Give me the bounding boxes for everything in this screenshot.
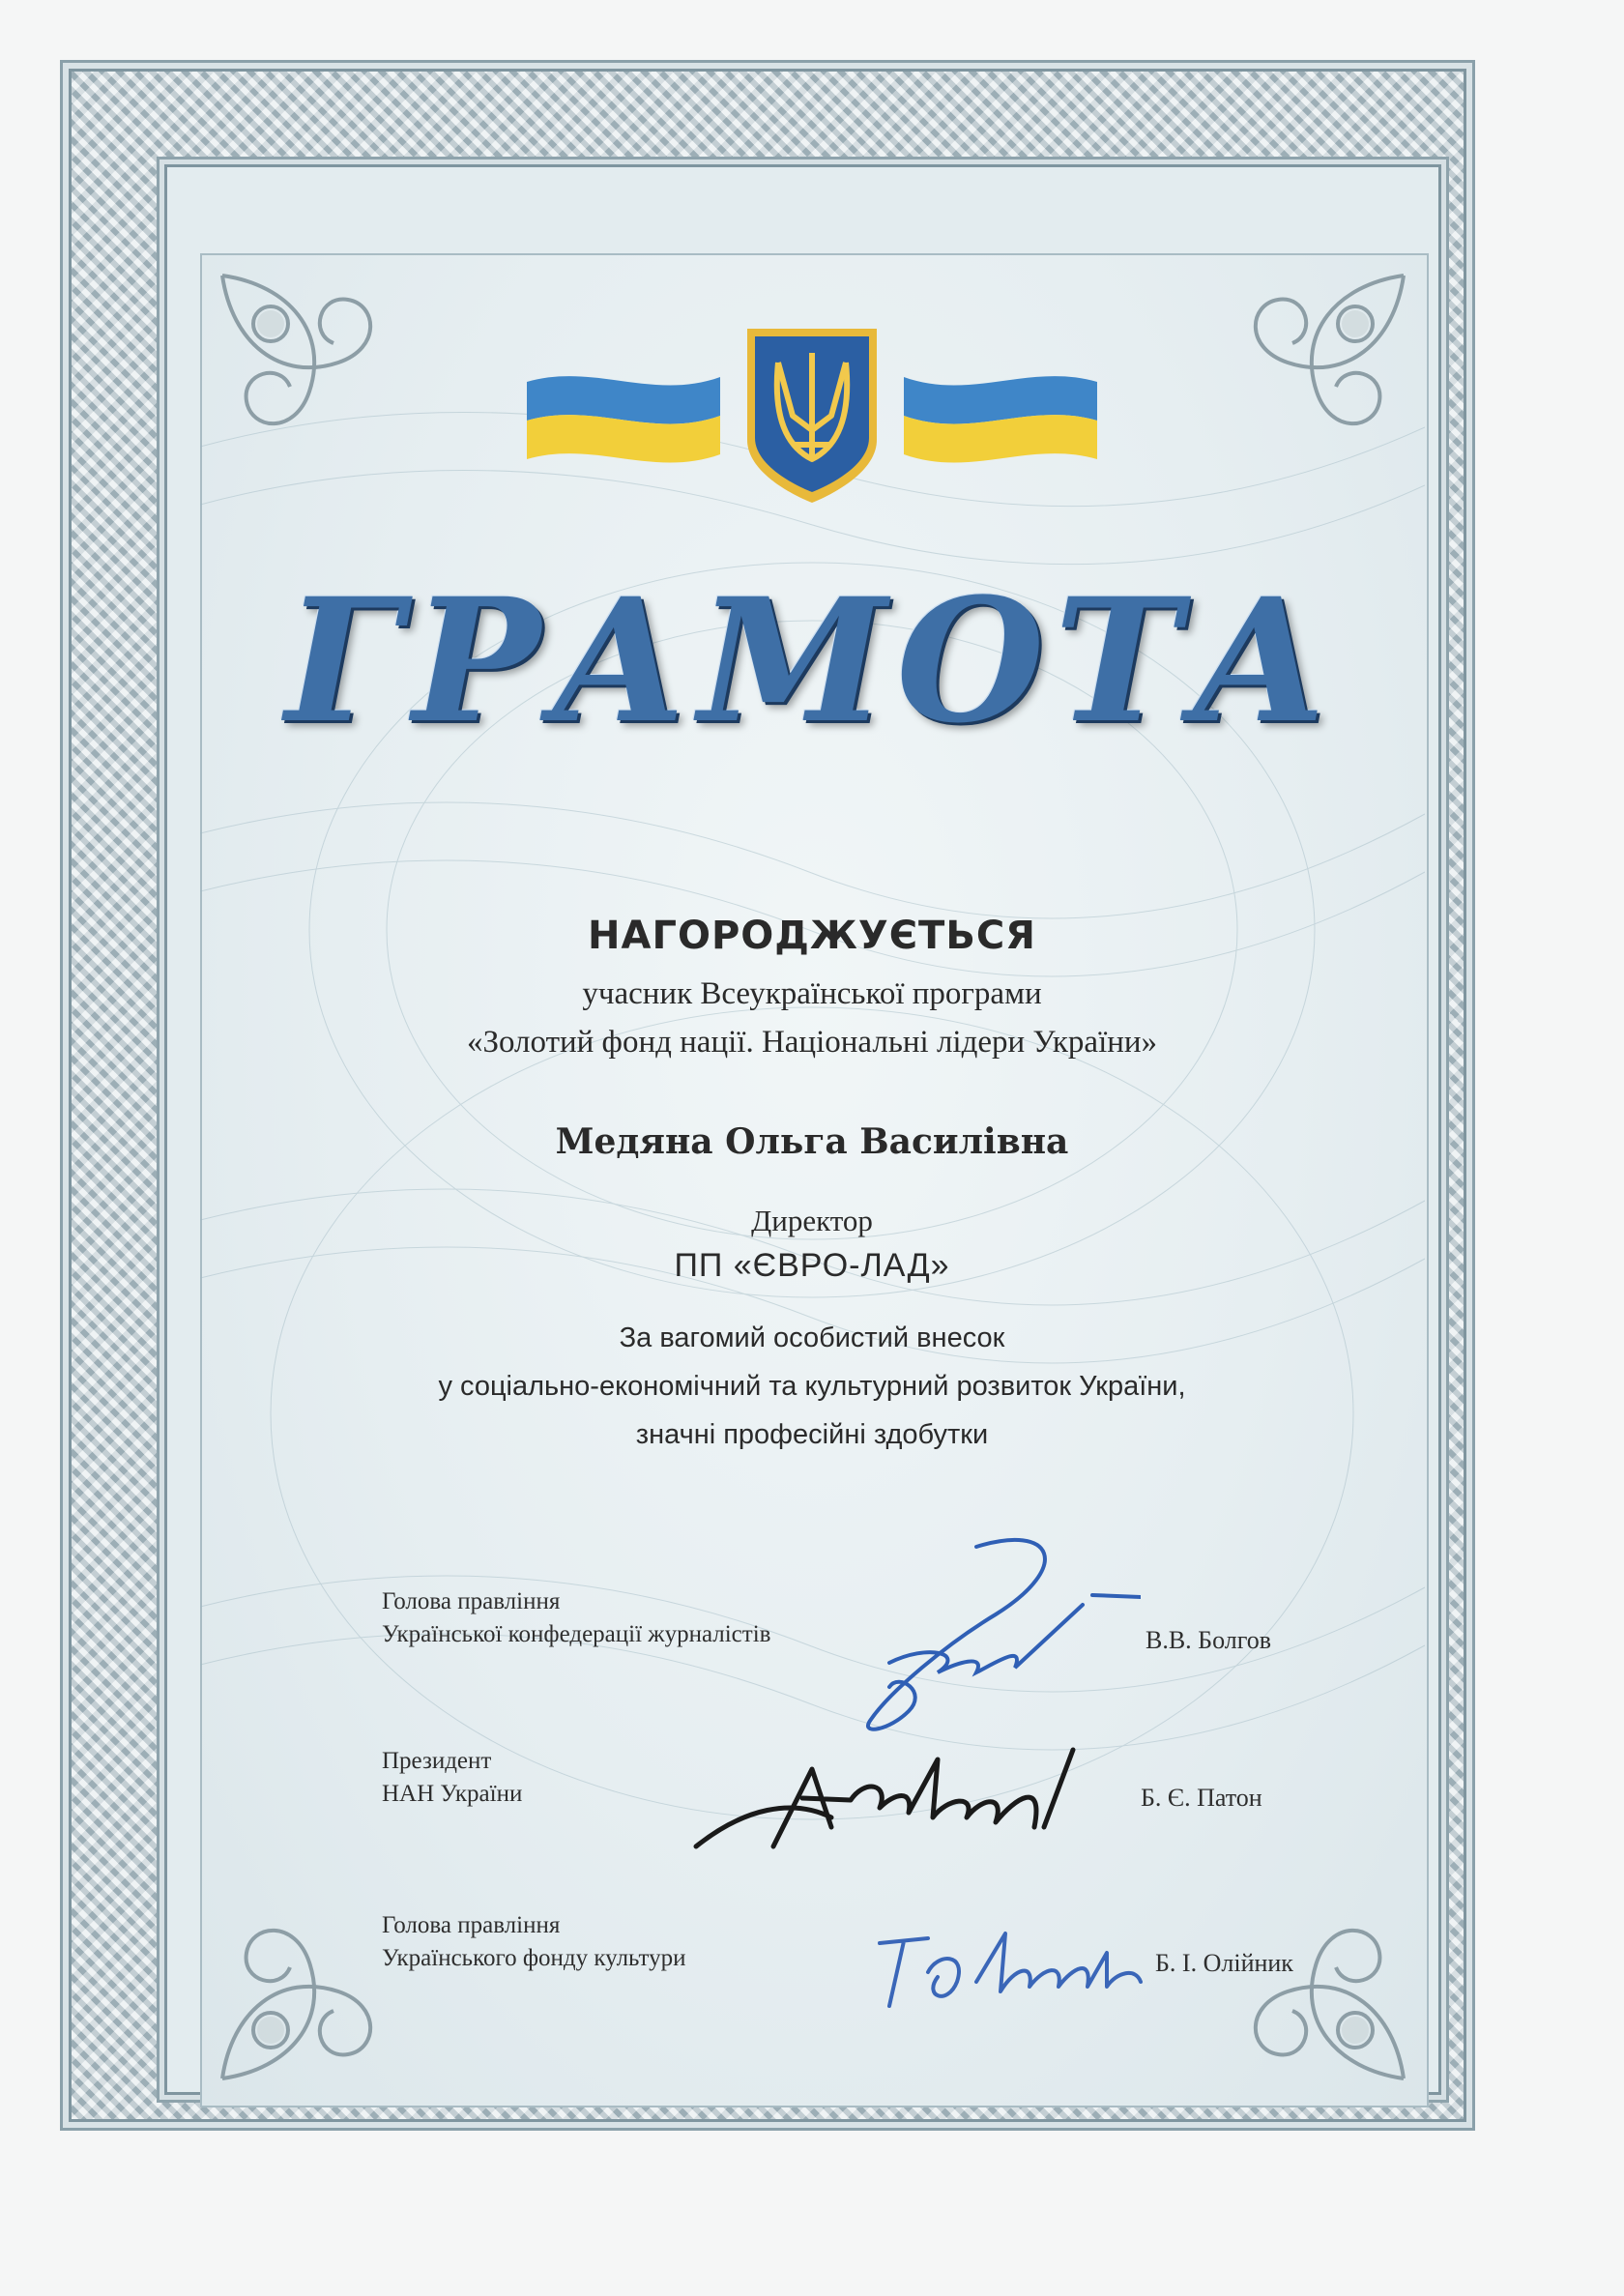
corner-ornament-top-left	[203, 256, 435, 488]
program-line-1: учасник Всеукраїнської програми	[582, 976, 1042, 1011]
signature-2	[686, 1740, 1121, 1866]
signatory-1-title-line1: Голова правління	[382, 1588, 561, 1614]
signatory-2-name: Б. Є. Патон	[1141, 1784, 1262, 1812]
recipient-company: ПП «ЄВРО-ЛАД»	[674, 1247, 950, 1284]
corner-ornament-top-right	[1191, 256, 1423, 488]
signatory-3-title	[382, 1909, 685, 1975]
recipient-name: Медяна Ольга Василівна	[555, 1121, 1069, 1162]
corner-ornament-bottom-left	[203, 1866, 435, 2098]
reason-line-1: За вагомий особистий внесок	[619, 1322, 1005, 1353]
program-line-2: «Золотий фонд нації. Національні лідери України»	[466, 1025, 1158, 1060]
signatory-1-title	[382, 1585, 770, 1651]
signatory-3-title-line1: Голова правління	[382, 1912, 561, 1938]
recipient-position: Директор	[751, 1204, 873, 1237]
signatory-3-title-line2: Українського фонду культури	[382, 1945, 686, 1971]
signature-3	[870, 1914, 1150, 2020]
reason-line-3: значні професійні здобутки	[635, 1419, 989, 1450]
signatory-2-title-line1: Президент	[382, 1748, 492, 1774]
awarded-heading: НАГОРОДЖУЄТЬСЯ	[588, 914, 1036, 958]
emblem-banner	[517, 324, 1107, 508]
signature-1	[831, 1527, 1141, 1750]
reason-line-2: у соціально-економічний та культурний розвиток України,	[438, 1371, 1186, 1402]
corner-ornament-bottom-right	[1191, 1866, 1423, 2098]
signatory-2-title-line2: НАН України	[382, 1781, 523, 1807]
signatory-1-title-line2: Української конфедерації журналістів	[382, 1621, 771, 1647]
signatory-3-name: Б. І. Олійник	[1155, 1949, 1293, 1977]
signatory-1-name: В.В. Болгов	[1146, 1626, 1272, 1654]
signatory-2-title	[382, 1745, 522, 1811]
coat-of-arms-icon	[747, 329, 877, 503]
certificate-title: ГРАМОТА	[285, 561, 1339, 761]
